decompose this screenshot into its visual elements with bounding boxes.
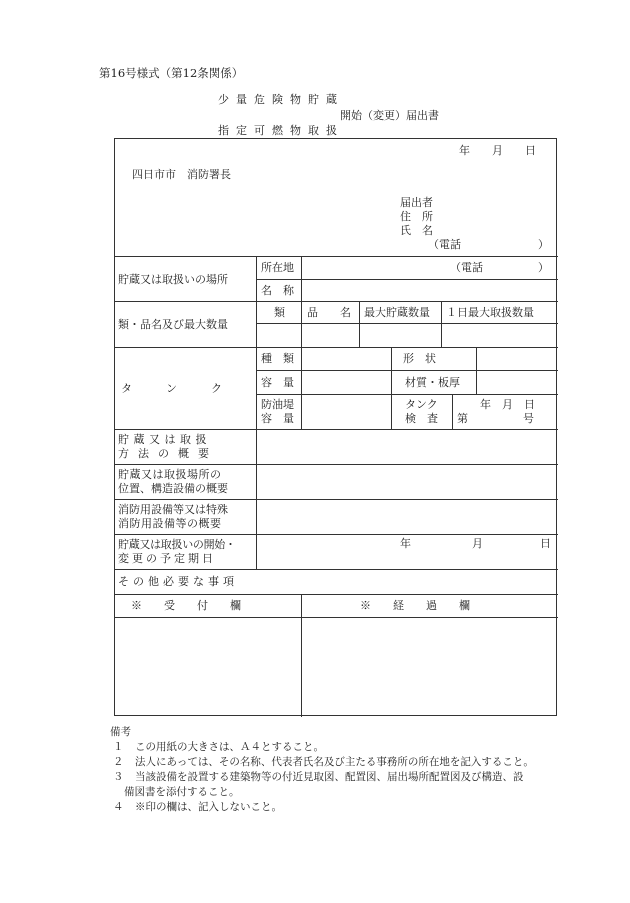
- note-item: [110, 800, 534, 815]
- note-text: この用紙の大きさは、Ａ４とすること。: [135, 741, 324, 753]
- facility-overview-label-2: 位置、構造設備の概要: [118, 482, 228, 495]
- tank-capacity-label: 容 量: [261, 376, 294, 389]
- facility-overview-label-1: 貯蔵又は取扱場所の: [118, 468, 222, 481]
- rule: [301, 347, 302, 429]
- oil-dike-label-2: 容 量: [261, 412, 294, 425]
- tank-kind-label: 種 類: [261, 352, 294, 365]
- location-phone-label: （電話 ）: [450, 261, 549, 274]
- schedule-year: 年: [400, 537, 411, 550]
- products-label: 類・品名及び最大数量: [118, 318, 228, 331]
- applicant-address-label: 住 所: [400, 210, 433, 223]
- note-item: [110, 740, 534, 755]
- rule: [115, 301, 558, 302]
- rule: [115, 594, 558, 595]
- tank-inspection-label-1: タンク: [405, 398, 438, 411]
- note-text: ※印の欄は、記入しないこと。: [135, 801, 282, 813]
- notes-heading: 備考: [110, 726, 131, 738]
- note-number: １: [113, 741, 124, 753]
- rule: [115, 569, 558, 570]
- rule: [476, 347, 477, 394]
- progress-column-header: ※ 経 過 欄: [360, 599, 470, 612]
- schedule-label-2: 変更の予定期日: [118, 552, 216, 565]
- reception-column-header: ※ 受 付 欄: [131, 599, 241, 612]
- form-table: [114, 138, 557, 716]
- note-item: [110, 755, 534, 770]
- rule: [301, 301, 302, 347]
- applicant-label: 届出者: [400, 196, 433, 209]
- product-name-header: 品 名: [307, 306, 351, 319]
- note-number: ４: [113, 801, 124, 813]
- tank-label: タ ン ク: [121, 382, 226, 395]
- note-text: 当該設備を設置する建築物等の付近見取図、配置図、届出場所配置図及び構造、設: [135, 771, 524, 783]
- rule: [441, 301, 442, 347]
- class-header: 類: [274, 306, 285, 319]
- rule: [115, 429, 558, 430]
- tank-shape-label: 形 状: [403, 352, 436, 365]
- rule: [115, 617, 558, 618]
- oil-dike-label-1: 防油堤: [261, 398, 294, 411]
- rule: [115, 464, 558, 465]
- note-text: 法人にあっては、その名称、代表者氏名及び主たる事務所の所在地を記入すること。: [135, 756, 534, 768]
- date-field: 年 月 日: [459, 144, 536, 157]
- rule: [301, 256, 302, 301]
- rule: [115, 499, 558, 500]
- facility-name-label: 名 称: [261, 284, 294, 297]
- note-item: [110, 770, 534, 785]
- note-number: ２: [113, 756, 124, 768]
- max-storage-header: 最大貯蔵数量: [364, 306, 430, 319]
- tank-inspection-date: 年 月 日: [480, 398, 535, 411]
- applicant-name-label: 氏 名: [400, 224, 433, 237]
- other-label: その他必要な事項: [118, 575, 238, 588]
- tank-inspection-number: 第 号: [457, 412, 534, 425]
- location-label: 貯蔵又は取扱いの場所: [118, 273, 228, 286]
- tank-inspection-label-2: 検 査: [405, 412, 438, 425]
- address-label: 所在地: [261, 261, 294, 274]
- max-daily-header: １日最大取扱数量: [446, 306, 534, 319]
- title-line-2: 開始（変更）届出書: [340, 109, 439, 122]
- notes-section: [110, 725, 534, 815]
- rule: [115, 347, 558, 348]
- addressee: 四日市市 消防署長: [132, 168, 231, 181]
- note-number: ３: [113, 771, 124, 783]
- rule: [359, 301, 360, 347]
- schedule-day: 日: [540, 537, 551, 550]
- schedule-label-1: 貯蔵又は取扱いの開始・: [118, 538, 236, 551]
- tank-material-label: 材質・板厚: [405, 376, 460, 389]
- title-line-1: 少量危険物貯蔵: [218, 93, 344, 106]
- method-label-1: 貯蔵又は取扱: [118, 433, 211, 446]
- rule: [256, 256, 257, 569]
- schedule-month: 月: [472, 537, 483, 550]
- rule: [452, 394, 453, 429]
- form-number: 第16号様式（第12条関係）: [99, 66, 244, 80]
- applicant-phone-label: （電話 ）: [428, 238, 549, 251]
- rule: [115, 256, 558, 257]
- rule: [391, 347, 392, 429]
- title-line-3: 指定可燃物取扱: [218, 124, 344, 137]
- firefighting-label-2: 消防用設備等の概要: [118, 517, 222, 530]
- method-label-2: 方法の概要: [118, 447, 218, 460]
- note-continuation: 備図書を添付すること。: [124, 786, 240, 798]
- rule: [115, 534, 558, 535]
- firefighting-label-1: 消防用設備等又は特殊: [118, 503, 228, 516]
- rule: [301, 594, 302, 717]
